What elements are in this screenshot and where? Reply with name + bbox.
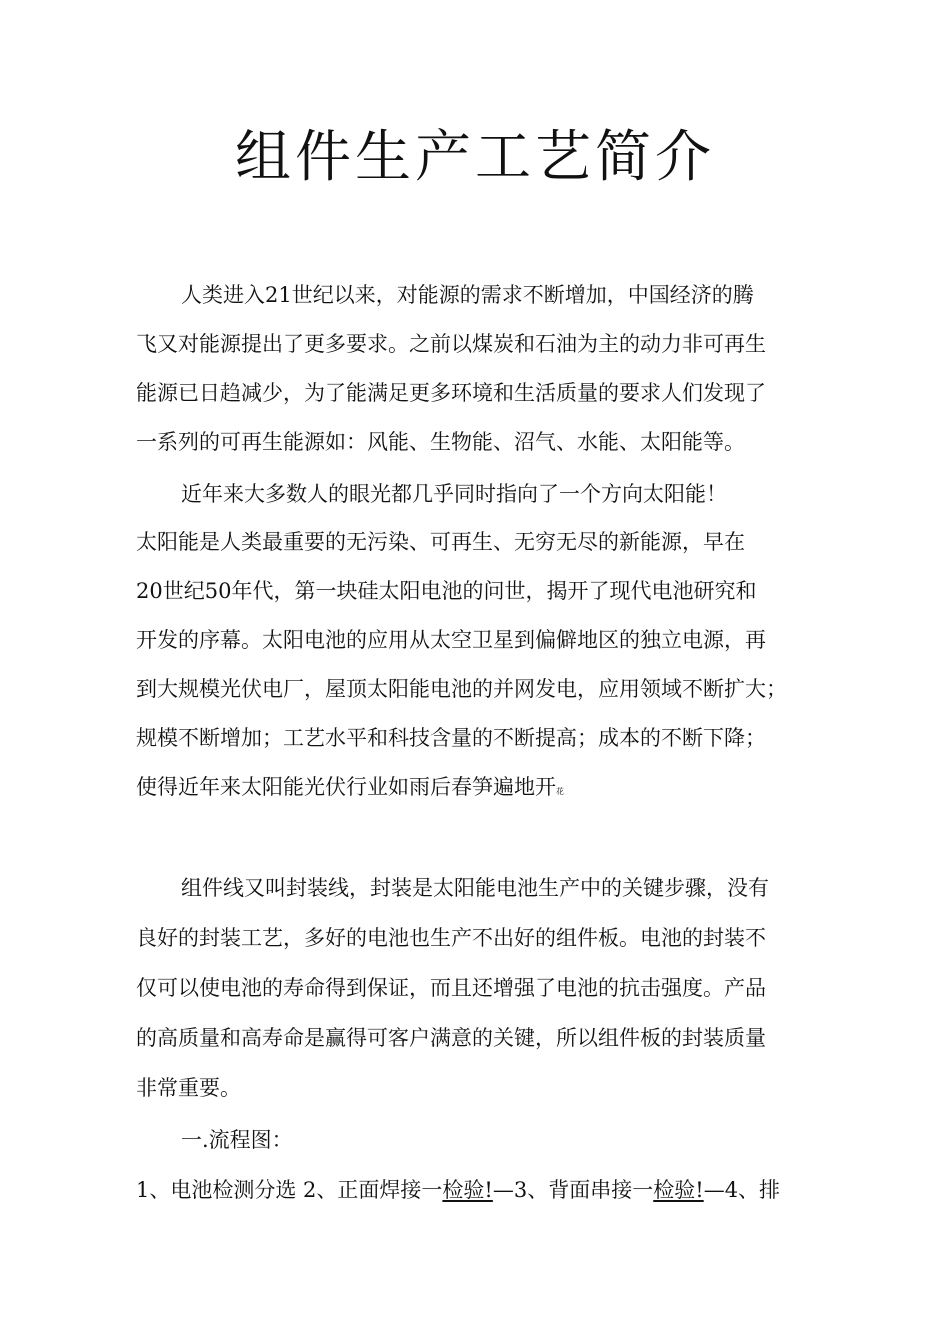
paragraph-1-line-1: 人类进入21世纪以来，对能源的需求不断增加，中国经济的腾 [181,283,754,307]
paragraph-2-line-5: 到大规模光伏电厂，屋顶太阳能电池的并网发电，应用领域不断扩大； [136,677,787,701]
flow-check-2: 检验! [653,1178,704,1202]
paragraph-3-line-4: 的高质量和高寿命是赢得可客户满意的关键，所以组件板的封装质量 [136,1026,766,1050]
document-title: 组件生产工艺简介 [235,125,715,190]
paragraph-2-line-2: 太阳能是人类最重要的无污染、可再生、无穷无尽的新能源，早在 [136,530,745,554]
paragraph-3-line-3: 仅可以使电池的寿命得到保证，而且还增强了电池的抗击强度。产品 [136,976,766,1000]
paragraph-3-line-5: 非常重要。 [136,1076,241,1100]
paragraph-2-line-7-text: 使得近年来太阳能光伏行业如雨后春笋遍地开 [136,775,556,799]
paragraph-2-tail-char: 花 [556,787,564,796]
paragraph-1-line-3: 能源已日趋减少，为了能满足更多环境和生活质量的要求人们发现了 [136,381,766,405]
paragraph-2-line-6: 规模不断增加；工艺水平和科技含量的不断提高；成本的不断下降； [136,726,766,750]
section-heading-flowchart: 一.流程图： [181,1128,293,1152]
flow-part-3: —4、排 [703,1178,781,1202]
paragraph-2-line-4: 开发的序幕。太阳电池的应用从太空卫星到偏僻地区的独立电源，再 [136,628,766,652]
paragraph-2-line-1: 近年来大多数人的眼光都几乎同时指向了一个方向太阳能！ [181,482,727,506]
paragraph-1-line-4: 一系列的可再生能源如：风能、生物能、沼气、水能、太阳能等。 [136,430,745,454]
paragraph-3-line-2: 良好的封装工艺，多好的电池也生产不出好的组件板。电池的封装不 [136,926,766,950]
paragraph-2-line-7 [136,771,836,808]
paragraph-2-line-3: 20世纪50年代，第一块硅太阳电池的问世，揭开了现代电池研究和 [136,579,757,603]
paragraph-1-line-2: 飞又对能源提出了更多要求。之前以煤炭和石油为主的动力非可再生 [136,332,766,356]
flow-part-2: —3、背面串接一 [492,1178,654,1202]
paragraph-3-line-1: 组件线又叫封装线，封装是太阳能电池生产中的关键步骤，没有 [181,876,769,900]
flow-steps-line [136,1174,826,1206]
flow-part-1: 1、电池检测分选 2、正面焊接一 [136,1178,443,1202]
flow-check-1: 检验! [442,1178,493,1202]
